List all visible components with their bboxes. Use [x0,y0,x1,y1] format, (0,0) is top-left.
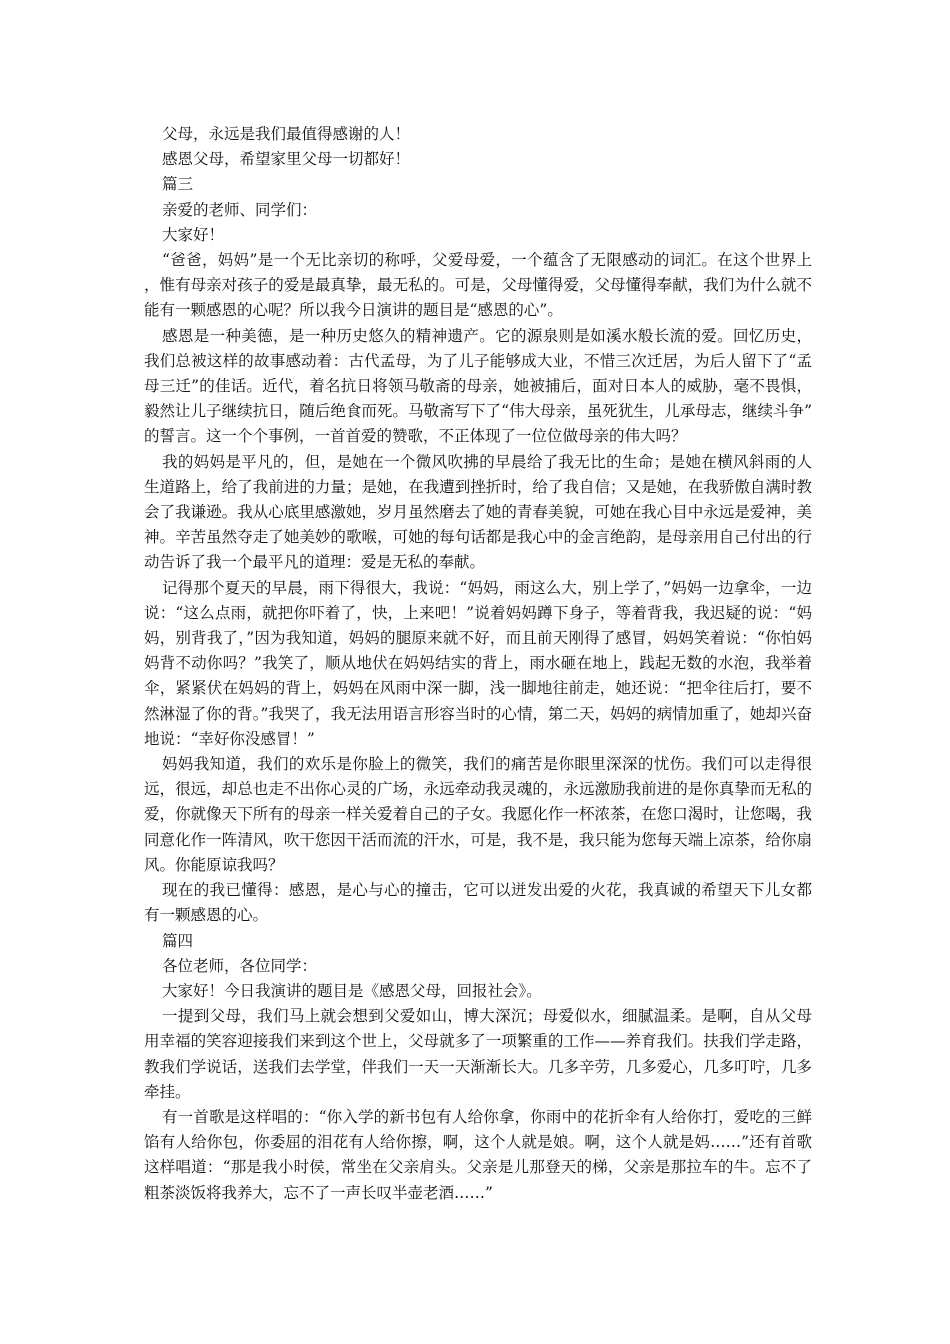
greeting: 大家好！今日我演讲的题目是《感恩父母，回报社会》。 [162,981,542,1000]
greeting: 大家好！ [162,225,225,244]
paragraph: 有一首歌是这样唱的：“你入学的新书包有人给你拿，你雨中的花折伞有人给你打，爱吃的三鲜馅有人给你包，你委屈的泪花有人给你擦，啊，这个人就是娘。啊，这个人就是妈……”还有首歌这样唱道：“那是我小时侯，常坐在父亲肩头。父亲是儿那登天的梯，父亲是那拉车的牛。忘不了粗茶淡饭将我养大，忘不了一声长叹半壶老酒……” [144,1107,812,1202]
paragraph: 现在的我已懂得：感恩，是心与心的撞击，它可以迸发出爱的火花，我真诚的希望天下儿女都有一颗感恩的心。 [144,881,812,925]
section-heading: 篇四 [162,931,194,950]
paragraph: 感恩是一种美德，是一种历史悠久的精神遗产。它的源泉则是如溪水般长流的爱。回忆历史，我们总被这样的故事感动着：古代孟母，为了儿子能够成大业，不惜三次迁居，为后人留下了“孟母三迁”的佳话。近代，着名抗日将领马敬斋的母亲，她被捕后，面对日本人的威胁，毫不畏惧，毅然让儿子继续抗日，随后绝食而死。马敬斋写下了“伟大母亲，虽死犹生，儿承母志，继续斗争”的誓言。这一个个事例，一首首爱的赞歌，不正体现了一位位做母亲的伟大吗？ [144,326,812,446]
paragraph: 感恩父母，希望家里父母一切都好！ [162,150,411,169]
document-page [144,122,812,1206]
paragraph: 父母，永远是我们最值得感谢的人！ [162,125,411,143]
paragraph: 妈妈我知道，我们的欢乐是你脸上的微笑，我们的痛苦是你眼里深深的忧伤。我们可以走得很远，很远，却总也走不出你心灵的广场，永远牵动我灵魂的，永远激励我前进的是你真挚而无私的爱，你就像天下所有的母亲一样关爱着自己的子女。我愿化作一杯浓茶，在您口渴时，让您喝，我同意化作一阵清风，吹干您因干活而流的汗水，可是，我不是，我只能为您每天端上凉茶，给你扇风。你能原谅我吗？ [144,755,812,874]
salutation: 各位老师，各位同学： [162,956,318,975]
paragraph: 我的妈妈是平凡的，但，是她在一个微风吹拂的早晨给了我无比的生命；是她在横风斜雨的人生道路上，给了我前进的力量；是她，在我遭到挫折时，给了我自信；又是她，在我骄傲自满时教会了我谦逊。我从心底里感激她，岁月虽然磨去了她的青春美貌，可她在我心目中永远是爱神，美神。辛苦虽然夺走了她美妙的歌喉，可她的每句话都是我心中的金言绝韵，是母亲用自己付出的行动告诉了我一个最平凡的道理：爱是无私的奉献。 [144,452,812,572]
paragraph: 一提到父母，我们马上就会想到父爱如山，博大深沉；母爱似水，细腻温柔。是啊，自从父母用幸福的笑容迎接我们来到这个世上，父母就多了一项繁重的工作——养育我们。扶我们学走路，教我们学说话，送我们去学堂，伴我们一天一天渐渐长大。几多辛劳，几多爱心，几多叮咛，几多牵挂。 [144,1007,812,1101]
section-heading: 篇三 [162,175,194,194]
paragraph: 记得那个夏天的早晨，雨下得很大，我说：“妈妈，雨这么大，别上学了，”妈妈一边拿伞，一边说：“这么点雨，就把你吓着了，快，上来吧！”说着妈妈蹲下身子，等着背我，我迟疑的说：“妈妈，别背我了，”因为我知道，妈妈的腿原来就不好，而且前天刚得了感冒，妈妈笑着说：“你怕妈妈背不动你吗？”我笑了，顺从地伏在妈妈结实的背上，雨水砸在地上，践起无数的水泡，我举着伞，紧紧伏在妈妈的背上，妈妈在风雨中深一脚，浅一脚地往前走，她还说：“把伞往后打，要不然淋湿了你的背。”我哭了，我无法用语言形容当时的心情，第二天，妈妈的病情加重了，她却兴奋地说：“幸好你没感冒！” [144,578,812,748]
salutation: 亲爱的老师、同学们： [162,200,318,219]
paragraph: “爸爸，妈妈”是一个无比亲切的称呼，父爱母爱，一个蕴含了无限感动的词汇。在这个世界上，惟有母亲对孩子的爱是最真挚，最无私的。可是，父母懂得爱，父母懂得奉献，我们为什么就不能有一颗感恩的心呢？所以我今日演讲的题目是“感恩的心”。 [144,251,812,320]
